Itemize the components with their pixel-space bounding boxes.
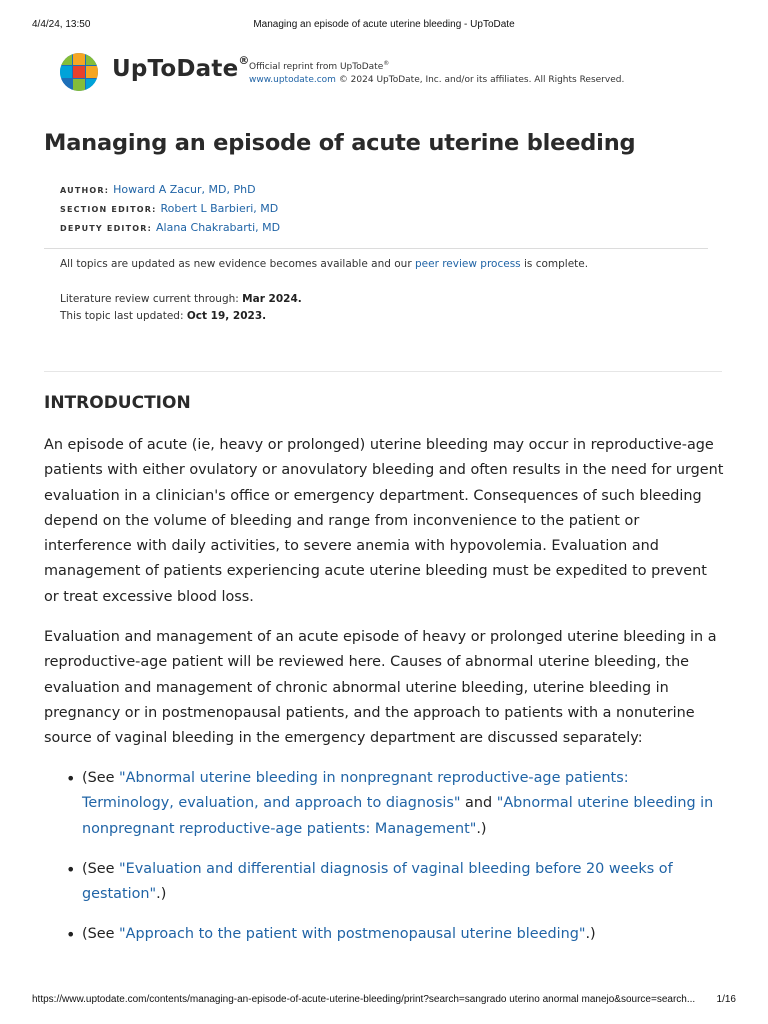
print-url: https://www.uptodate.com/contents/managing-an-episode-of-acute-uterine-bleeding/print?search=sangrado uterino anormal manejo&source=search... bbox=[32, 994, 696, 1005]
page-number: 1/16 bbox=[716, 994, 736, 1005]
uptodate-wordmark: UpToDate® bbox=[112, 54, 250, 82]
list-item: • (See "Abnormal uterine bleeding in nonpregnant reproductive-age patients: Terminology, evaluation, and approach to diagnosis" and "Abnormal uterine bleeding in nonpregnant reproductive-age patients: Management".) bbox=[66, 766, 722, 842]
intro-paragraph-2: Evaluation and management of an acute episode of heavy or prolonged uterine bleeding in a reproductive-age patient will be reviewed here. Causes of abnormal uterine bleeding, the evaluation and management of chronic abnormal uterine bleeding, uterine bleeding in pregnancy or in postmenopausal patients, and the approach to patients with a nonuterine source of vaginal bleeding in the emergency department are discussed separately: bbox=[44, 629, 717, 747]
last-updated-date: Oct 19, 2023. bbox=[186, 310, 267, 322]
list-item: • (See "Approach to the patient with postmenopausal uterine bleeding".) bbox=[66, 922, 722, 947]
print-header bbox=[0, 19, 768, 33]
credit-deputy-editor: DEPUTY EDITOR: Alana Chakrabarti, MD bbox=[60, 221, 281, 234]
topic-link[interactable]: "Approach to the patient with postmenopausal uterine bleeding" bbox=[119, 926, 586, 943]
see-also-list bbox=[66, 766, 722, 963]
update-notice: All topics are updated as new evidence becomes available and our peer review process is complete. bbox=[60, 258, 589, 270]
copyright-text: © 2024 UpToDate, Inc. and/or its affiliates. All Rights Reserved. bbox=[335, 75, 625, 85]
section-editor-link[interactable]: Robert L Barbieri, MD bbox=[160, 202, 279, 215]
peer-review-link[interactable]: peer review process bbox=[414, 258, 521, 270]
reprint-label: Official reprint from UpToDate bbox=[249, 62, 384, 72]
brand-bar bbox=[57, 50, 737, 98]
credit-section-editor: SECTION EDITOR: Robert L Barbieri, MD bbox=[60, 202, 279, 215]
deputy-editor-link[interactable]: Alana Chakrabarti, MD bbox=[156, 221, 281, 234]
uptodate-site-link[interactable]: www.uptodate.com bbox=[249, 75, 336, 85]
credits bbox=[60, 181, 280, 238]
review-dates: Literature review current through: Mar 2024. This topic last updated: Oct 19, 2023. bbox=[60, 293, 302, 322]
author-link[interactable]: Howard A Zacur, MD, PhD bbox=[113, 183, 256, 196]
uptodate-logo-icon bbox=[59, 52, 99, 92]
credit-author: AUTHOR: Howard A Zacur, MD, PhD bbox=[60, 183, 256, 196]
article-title: Managing an episode of acute uterine bleeding bbox=[44, 130, 636, 156]
topic-link[interactable]: "Abnormal uterine bleeding in nonpregnant reproductive-age patients: Management" bbox=[82, 795, 714, 837]
intro-paragraph-1: An episode of acute (ie, heavy or prolonged) uterine bleeding may occur in reproductive-age patients with either ovulatory or anovulatory bleeding and often results in the need for urgent evaluation in a clinician's office or emergency department. Consequences of such bleeding depend on the volume of bleeding and range from inconvenience to the patient or interference with daily activities, to severe anemia with hypovolemia. Evaluation and management of patients experiencing acute uterine bleeding must be expedited to prevent or treat excessive blood loss. bbox=[44, 437, 724, 605]
print-timestamp: 4/4/24, 13:50 bbox=[32, 19, 91, 30]
divider bbox=[44, 371, 722, 372]
topic-link[interactable]: "Evaluation and differential diagnosis of vaginal bleeding before 20 weeks of gestation" bbox=[82, 860, 673, 903]
print-page-title: Managing an episode of acute uterine bleeding - UpToDate bbox=[253, 19, 515, 30]
topic-link[interactable]: "Abnormal uterine bleeding in nonpregnant reproductive-age patients: Terminology, evaluation, and approach to diagnosis" bbox=[82, 770, 629, 812]
reprint-notice: Official reprint from UpToDate® www.uptodate.com © 2024 UpToDate, Inc. and/or its affiliates. All Rights Reserved. bbox=[249, 60, 625, 85]
divider bbox=[44, 248, 708, 249]
lit-review-date: Mar 2024. bbox=[242, 293, 302, 305]
section-heading: INTRODUCTION bbox=[44, 393, 191, 413]
list-item: • (See "Evaluation and differential diagnosis of vaginal bleeding before 20 weeks of gestation".) bbox=[66, 857, 722, 908]
print-footer bbox=[0, 994, 768, 1008]
